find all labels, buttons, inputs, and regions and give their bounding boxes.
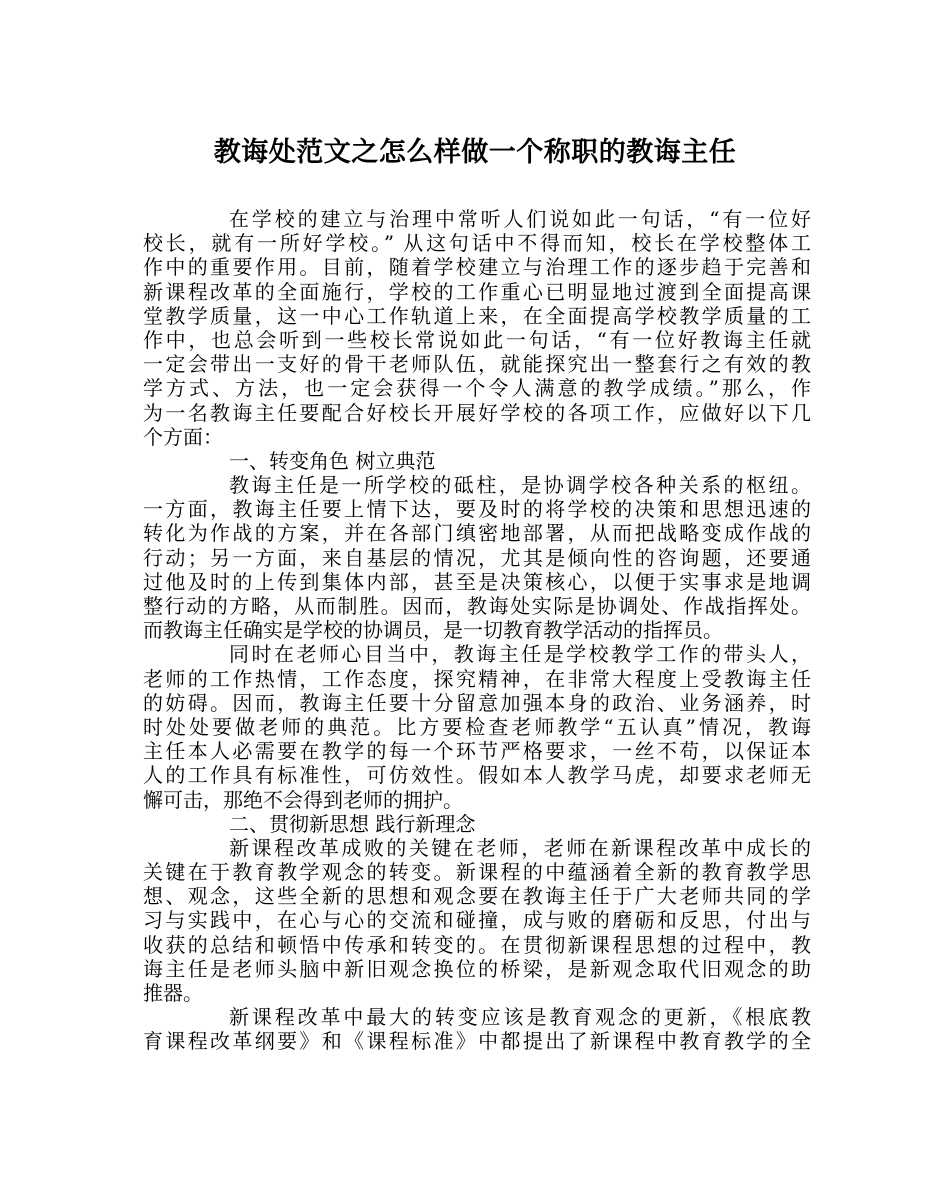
text-line: 收获的总结和顿悟中传承和转变的。在贯彻新课程思想的过程中，教 bbox=[143, 932, 811, 957]
section-heading: 二、贯彻新思想 践行新理念 bbox=[229, 811, 476, 836]
text-line: 作中的重要作用。目前，随着学校建立与治理工作的逐步趋于完善和 bbox=[143, 255, 811, 280]
text-line: 作中，也总会听到一些校长常说如此一句话，“有一位好教诲主任就 bbox=[143, 327, 811, 352]
section-heading: 一、转变角色 树立典范 bbox=[229, 448, 436, 473]
text-line: 诲主任是老师头脑中新旧观念换位的桥梁，是新观念取代旧观念的助 bbox=[143, 956, 811, 981]
text-line: 育课程改革纲要》和《课程标准》中都提出了新课程中教育教学的全 bbox=[143, 1029, 811, 1054]
text-line: 堂教学质量，这一中心工作轨道上来，在全面提高学校教学质量的工 bbox=[143, 303, 811, 328]
document-body bbox=[143, 207, 811, 1054]
text-line: 校长，就有一所好学校。” 从这句话中不得而知，校长在学校整体工 bbox=[143, 231, 811, 256]
text-line: 新课程改革成败的关键在老师，老师在新课程改革中成长的 bbox=[229, 835, 811, 860]
text-line: 学方式、方法，也一定会获得一个令人满意的教学成绩。”那么，作 bbox=[143, 376, 811, 401]
text-line: 在学校的建立与治理中常听人们说如此一句话，“有一位好 bbox=[229, 207, 811, 231]
document-title: 教诲处范文之怎么样做一个称职的教诲主任 bbox=[213, 137, 737, 168]
text-line: 新课程改革中最大的转变应该是教育观念的更新，《根底教 bbox=[229, 1005, 811, 1030]
text-line: 懈可击，那绝不会得到老师的拥护。 bbox=[143, 787, 463, 812]
text-line: 过他及时的上传到集体内部，甚至是决策核心，以便于实事求是地调 bbox=[143, 569, 811, 594]
text-line: 为一名教诲主任要配合好校长开展好学校的各项工作，应做好以下几 bbox=[143, 400, 811, 425]
text-line: 同时在老师心目当中，教诲主任是学校教学工作的带头人， bbox=[229, 642, 811, 667]
text-line: 转化为作战的方案，并在各部门缜密地部署，从而把战略变成作战的 bbox=[143, 521, 811, 546]
text-line: 时处处要做老师的典范。比方要检查老师教学“五认真”情况，教诲 bbox=[143, 714, 811, 739]
text-line: 行动；另一方面，来自基层的情况，尤其是倾向性的咨询题，还要通 bbox=[143, 545, 811, 570]
text-line: 整行动的方略，从而制胜。因而，教诲处实际是协调处、作战指挥处。 bbox=[143, 594, 811, 618]
text-line: 习与实践中，在心与心的交流和碰撞，成与败的磨砺和反思，付出与 bbox=[143, 908, 811, 933]
text-line: 一定会带出一支好的骨干老师队伍，就能探究出一整套行之有效的教 bbox=[143, 352, 811, 377]
text-line: 关键在于教育教学观念的转变。新课程的中蕴涵着全新的教育教学思 bbox=[143, 860, 811, 885]
text-line: 推器。 bbox=[143, 981, 203, 1005]
text-line: 新课程改革的全面施行，学校的工作重心已明显地过渡到全面提高课 bbox=[143, 279, 811, 304]
text-line: 主任本人必需要在教学的每一个环节严格要求，一丝不苟，以保证本 bbox=[143, 739, 811, 764]
text-line: 教诲主任是一所学校的砥柱，是协调学校各种关系的枢纽。 bbox=[229, 473, 811, 498]
text-line: 的妨碍。因而，教诲主任要十分留意加强本身的政治、业务涵养，时 bbox=[143, 690, 811, 715]
text-line: 一方面，教诲主任要上情下达，要及时的将学校的决策和思想迅速的 bbox=[143, 497, 811, 522]
text-line: 个方面： bbox=[143, 424, 223, 449]
text-line: 老师的工作热情，工作态度，探究精神，在非常大程度上受教诲主任 bbox=[143, 666, 811, 691]
text-line: 人的工作具有标准性，可仿效性。假如本人教学马虎，却要求老师无 bbox=[143, 763, 811, 788]
text-line: 而教诲主任确实是学校的协调员，是一切教育教学活动的指挥员。 bbox=[143, 618, 723, 643]
text-line: 想、观念，这些全新的思想和观念要在教诲主任于广大老师共同的学 bbox=[143, 884, 811, 909]
